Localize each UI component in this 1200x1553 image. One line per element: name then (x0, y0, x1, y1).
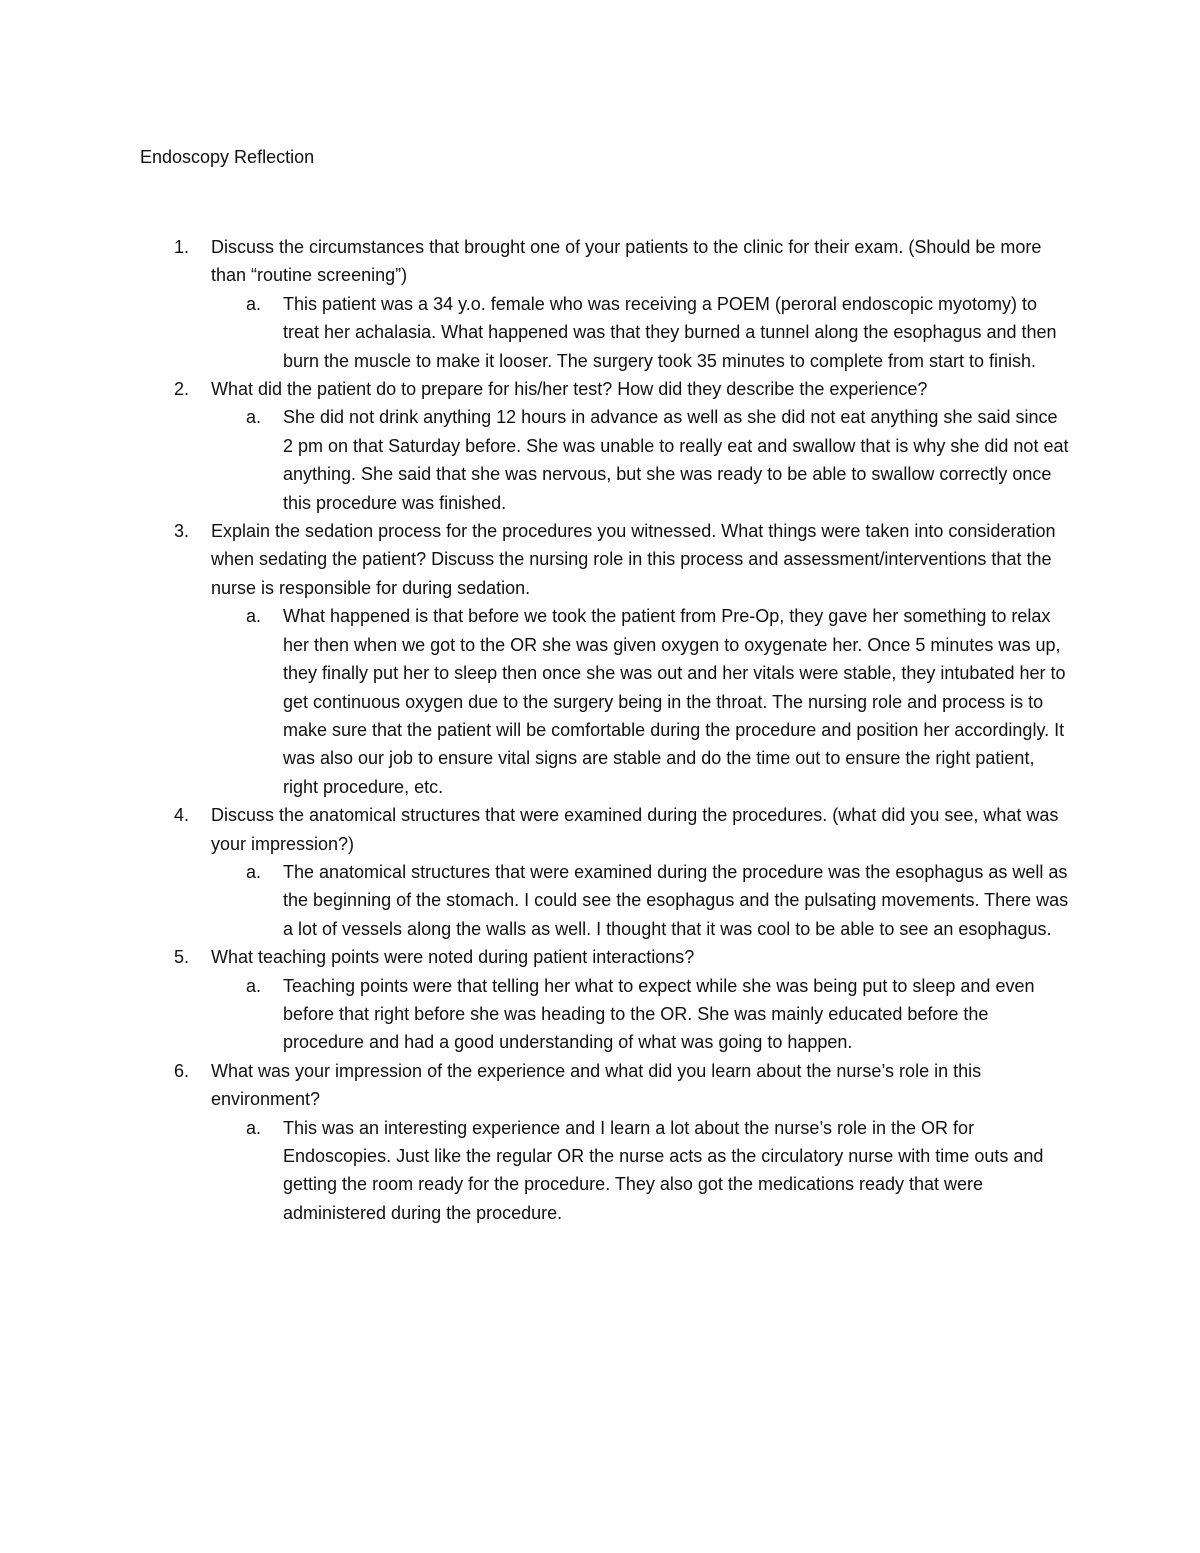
question-text: Discuss the anatomical structures that were examined during the procedures. (what did you see, what was your impression?) (211, 805, 1059, 854)
question-item (140, 801, 1070, 858)
answer-item (140, 1114, 1070, 1228)
answer-letter: a. (246, 1117, 262, 1138)
question-number: 6. (174, 1060, 190, 1081)
question-number: 4. (174, 805, 190, 826)
document-title: Endoscopy Reflection (140, 147, 315, 167)
answer-text: The anatomical structures that were examined during the procedure was the esophagus as well as the beginning of the stomach. I could see the esophagus and the pulsating movements. There was a lot of vessels along the walls as well. I thought that it was cool to be able to see an esophagus. (283, 861, 1069, 939)
question-item (140, 233, 1070, 290)
answer-item (140, 858, 1070, 943)
answer-letter: a. (246, 975, 262, 996)
question-number: 2. (174, 379, 190, 400)
answer-text: Teaching points were that telling her what to expect while she was being put to sleep and even before that right before she was heading to the OR. She was mainly educated before the procedure and had a good understanding of what was going to happen. (283, 975, 1035, 1053)
question-number: 3. (174, 521, 190, 542)
question-item (140, 375, 1070, 403)
question-number: 1. (174, 237, 190, 257)
answer-letter: a. (246, 606, 262, 627)
answer-text: This was an interesting experience and I learn a lot about the nurse’s role in the OR for Endoscopies. Just like the regular OR the nurse acts as the circulatory nurse with time outs and getting the room ready for the procedure. They also got the medications ready that were administered during the procedure. (283, 1117, 1044, 1223)
question-item (140, 1057, 1070, 1114)
question-text: What teaching points were noted during patient interactions? (211, 947, 695, 968)
question-number: 5. (174, 947, 190, 968)
answer-item (140, 972, 1070, 1057)
question-text: Discuss the circumstances that brought one of your patients to the clinic for their exam. (Should be more than “routine screening”) (211, 237, 1042, 286)
question-text: Explain the sedation process for the procedures you witnessed. What things were taken into consideration when sedating the patient? Discuss the nursing role in this process and assessment/interventions that the nurse is responsible for during sedation. (211, 521, 1056, 598)
answer-text: What happened is that before we took the patient from Pre-Op, they gave her something to relax her then when we got to the OR she was given oxygen to oxygenate her. Once 5 minutes was up, they finally put her to sleep then once she was out and her vitals were stable, they intubated her to get continuous oxygen due to the surgery being in the throat. The nursing role and process is to make sure that the patient will be comfortable during the procedure and position her accordingly. It was also our job to ensure vital signs are stable and do the time out to ensure the right patient, right procedure, etc. (283, 606, 1066, 797)
question-text: What was your impression of the experience and what did you learn about the nurse’s role in this environment? (211, 1060, 982, 1110)
answer-item (140, 403, 1070, 517)
answer-letter: a. (246, 407, 262, 428)
answer-item (140, 602, 1070, 801)
answer-item (140, 290, 1070, 375)
question-list (140, 233, 1070, 1227)
answer-letter: a. (246, 861, 262, 882)
question-item (140, 517, 1070, 602)
answer-letter: a. (246, 293, 262, 314)
question-text: What did the patient do to prepare for his/her test? How did they describe the experience? (211, 379, 928, 400)
answer-text: She did not drink anything 12 hours in advance as well as she did not eat anything she said since 2 pm on that Saturday before. She was unable to really eat and swallow that is why she did not eat anything. She said that she was nervous, but she was ready to be able to swallow correctly once this procedure was finished. (283, 407, 1069, 513)
answer-text: This patient was a 34 y.o. female who was receiving a POEM (peroral endoscopic myotomy) to treat her achalasia. What happened was that they burned a tunnel along the esophagus and then burn the muscle to make it looser. The surgery took 35 minutes to complete from start to finish. (283, 293, 1057, 371)
question-item (140, 943, 1070, 971)
